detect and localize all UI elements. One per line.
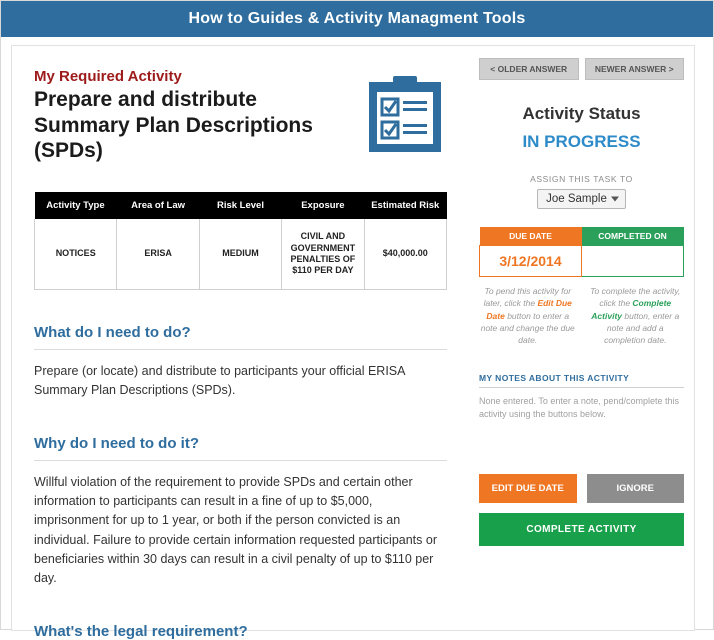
- column-header-area-of-law: Area of Law: [117, 192, 199, 219]
- activity-attributes-table: [34, 192, 447, 290]
- column-header-estimated-risk: Estimated Risk: [364, 192, 446, 219]
- due-hint-post: button to enter a note and change the due date.: [480, 310, 575, 346]
- due-hint-pre: To pend this activity for later, click the: [483, 286, 572, 309]
- date-value-row: [480, 246, 684, 277]
- table-row: [35, 219, 447, 290]
- cell-exposure: CIVIL AND GOVERNMENT PENALTIES OF $110 PER DAY: [282, 219, 364, 290]
- newer-answer-button[interactable]: NEWER ANSWER >: [585, 58, 685, 80]
- table-header-row: [35, 192, 447, 219]
- activity-kicker: My Required Activity: [34, 68, 182, 85]
- activity-status-sidebar: [469, 45, 695, 631]
- activity-header-text: [34, 68, 363, 164]
- activity-dates-table: [479, 227, 684, 277]
- section-question-1: What do I need to do?: [34, 323, 191, 341]
- section-question-2: Why do I need to do it?: [34, 434, 199, 452]
- due-hint-bold: Edit Due Date: [486, 298, 572, 321]
- cell-risk-level: MEDIUM: [199, 219, 281, 290]
- cell-estimated-risk: $40,000.00: [364, 219, 446, 290]
- notes-section-header: MY NOTES ABOUT THIS ACTIVITY: [479, 373, 684, 388]
- column-header-exposure: Exposure: [282, 192, 364, 219]
- section-answer-1: Prepare (or locate) and distribute to participants your official ERISA Summary Plan Descriptions (SPDs).: [34, 363, 405, 398]
- date-header-row: [480, 227, 684, 246]
- activity-status-heading: Activity Status: [522, 104, 641, 123]
- assign-task-label: ASSIGN THIS TASK TO: [530, 174, 633, 184]
- activity-detail-panel: [11, 45, 469, 640]
- column-header-risk-level: Risk Level: [199, 192, 281, 219]
- activity-header: [34, 68, 447, 164]
- activity-title: Prepare and distribute Summary Plan Descriptions (SPDs): [34, 88, 313, 163]
- section-question-3: What's the legal requirement?: [34, 622, 248, 640]
- clipboard-checklist-icon: [363, 74, 447, 158]
- due-date-hint: [479, 285, 577, 347]
- cell-activity-type: NOTICES: [35, 219, 117, 290]
- section-answer-2: Willful violation of the requirement to provide SPDs and certain other information to participants can result in a fine of up to $5,000, imprisonment for up to 1 year, or both if the person convicted is an individual. Failure to provide certain information requested participants or beneficiaries within 30 days can result in a civil penalty of up to $110 per day.: [34, 474, 437, 586]
- page-title: How to Guides & Activity Managment Tools: [188, 10, 526, 27]
- complete-hint-pre: To complete the activity, click the: [590, 286, 681, 309]
- assignee-select[interactable]: [537, 189, 626, 209]
- cell-area-of-law: ERISA: [117, 219, 199, 290]
- section-divider-2: [34, 460, 447, 461]
- activity-action-buttons: [479, 474, 684, 503]
- due-date-value: 3/12/2014: [480, 246, 582, 277]
- notes-section-body: None entered. To enter a note, pend/complete this activity using the buttons below.: [479, 395, 679, 420]
- complete-activity-hint: [587, 285, 685, 347]
- edit-due-date-button[interactable]: EDIT DUE DATE: [479, 474, 577, 503]
- completed-on-header: COMPLETED ON: [582, 227, 684, 246]
- ignore-button[interactable]: IGNORE: [587, 474, 685, 503]
- due-date-header: DUE DATE: [480, 227, 582, 246]
- column-header-activity-type: Activity Type: [35, 192, 117, 219]
- assign-task-control: [479, 189, 684, 209]
- content-area: [1, 37, 713, 640]
- date-hints: [479, 285, 684, 347]
- complete-hint-bold: Complete Activity: [591, 298, 672, 321]
- complete-activity-button[interactable]: COMPLETE ACTIVITY: [479, 513, 684, 546]
- app-header-bar: [1, 1, 713, 37]
- assignee-value: Joe Sample: [546, 193, 607, 205]
- status-badge: IN PROGRESS: [522, 132, 641, 151]
- answer-navigation: [479, 58, 684, 80]
- older-answer-button[interactable]: < OLDER ANSWER: [479, 58, 579, 80]
- section-divider-1: [34, 349, 447, 350]
- complete-hint-post: button, enter a note and add a completion date.: [604, 310, 680, 346]
- chevron-down-icon: [611, 197, 619, 202]
- completed-on-value: [582, 246, 684, 277]
